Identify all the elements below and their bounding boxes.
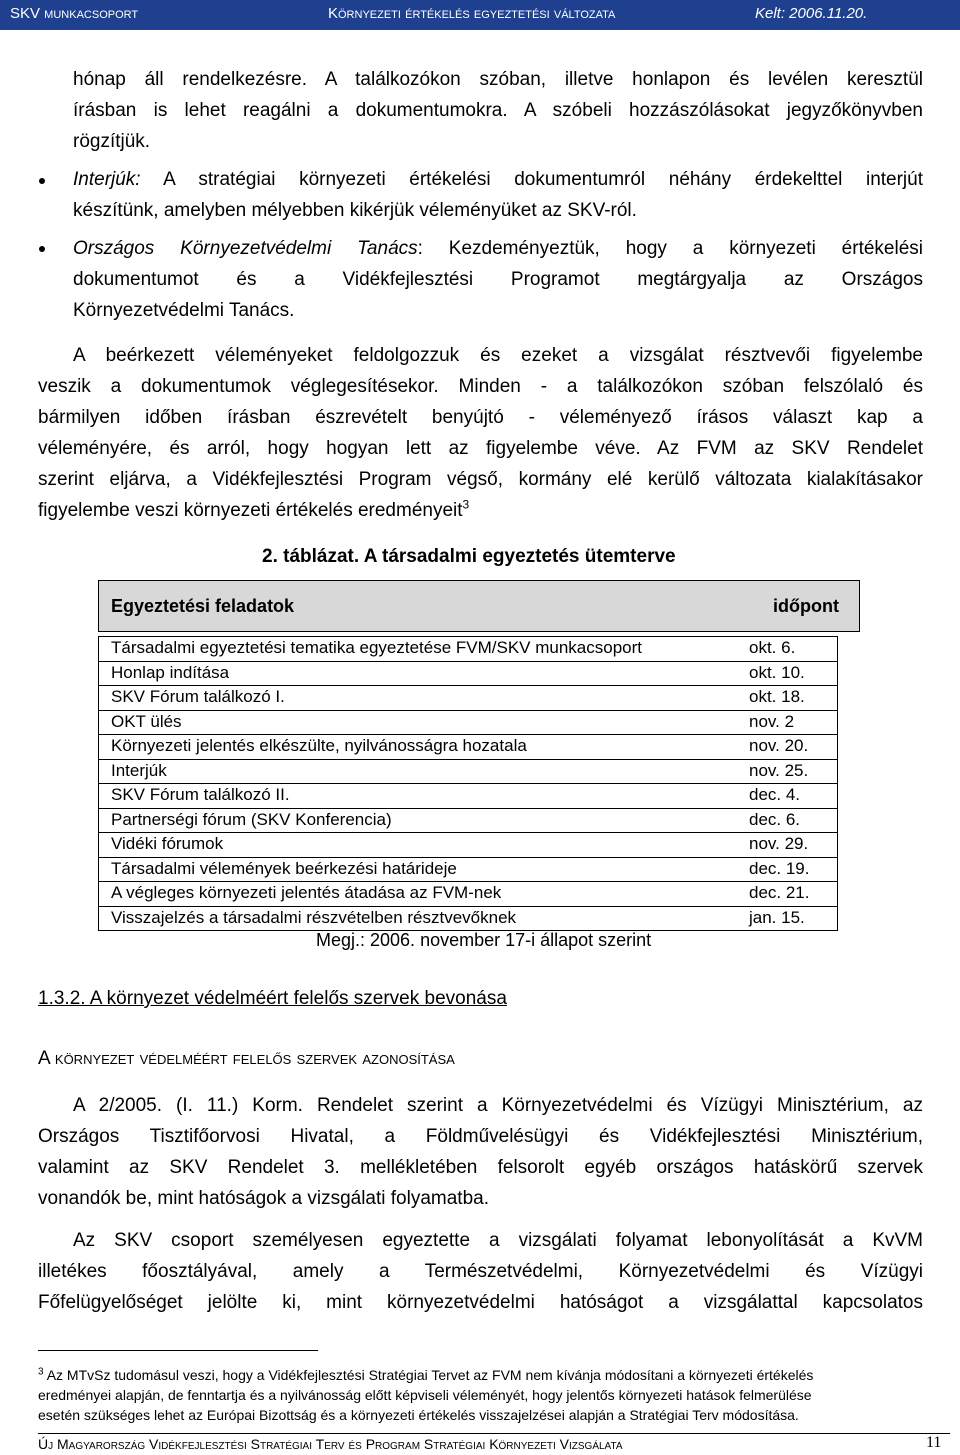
date-cell: nov. 25.: [749, 760, 809, 780]
text-line: esetén szükséges lehet az Európai Bizottság és a környezeti értékelés visszajelzései alapján a Stratégiai Terv módosítása.: [38, 1407, 799, 1423]
task-cell: Partnerségi fórum (SKV Konferencia): [111, 809, 392, 829]
section-heading: 1.3.2. A környezet védelméért felelős szervek bevonása: [38, 988, 507, 1009]
text-line: bármilyen időben írásban észrevételt benyújtó - véleményező írásos választ kap a: [38, 407, 923, 428]
task-cell: A végleges környezeti jelentés átadása az FVM-nek: [111, 883, 502, 902]
date-cell: okt. 10.: [749, 662, 805, 682]
text-line: Országos Környezetvédelmi Tanács: Kezdeményeztük, hogy a környezeti értékelési: [73, 238, 923, 259]
text-line: hónap áll rendelkezésre. A találkozókon szóban, illetve honlapon és levélen keresztül: [73, 69, 923, 90]
task-cell: Társadalmi vélemények beérkezési határideje: [111, 858, 457, 878]
date-cell: dec. 6.: [749, 809, 801, 829]
text-line: figyelembe veszi környezeti értékelés eredményeit$^3$: [38, 497, 470, 521]
table-row: [98, 784, 838, 809]
footnote-reference: 3: [462, 497, 470, 512]
table-header-row: [98, 580, 860, 632]
footnote: [38, 1365, 918, 1425]
bullet-icon: [39, 178, 45, 184]
date-cell: dec. 19.: [749, 858, 810, 878]
date-cell: jan. 15.: [749, 907, 805, 927]
table-row: [98, 858, 838, 883]
paragraph-coordination: [38, 1225, 923, 1318]
bullet-okt: [73, 233, 923, 326]
table-row: [98, 735, 838, 760]
date-cell: okt. 6.: [749, 638, 796, 657]
table-row: [98, 760, 838, 785]
text-line: Környezetvédelmi Tanács.: [73, 300, 295, 321]
header-group-name: SKV munkacsoport: [10, 5, 139, 22]
text-line: szerint eljárva, a Vidékfejlesztési Program végső, kormány elé kerülő változata kialakításakor: [38, 469, 923, 490]
footer-separator: [38, 1433, 950, 1434]
column-header-task: Egyeztetési feladatok: [111, 596, 295, 616]
footnote-separator: [38, 1350, 318, 1351]
date-cell: nov. 29.: [749, 834, 809, 853]
paragraph-feedback: [38, 340, 923, 526]
task-cell: SKV Fórum találkozó II.: [111, 785, 290, 804]
task-cell: Társadalmi egyeztetési tematika egyeztetése FVM/SKV munkacsoport: [111, 638, 643, 657]
task-cell: SKV Fórum találkozó I.: [111, 687, 285, 706]
text-line: A beérkezett véleményeket feldolgozzuk és ezeket a vizsgálat résztvevői figyelembe: [73, 345, 923, 366]
table-caption: 2. táblázat. A társadalmi egyeztetés ütemterve: [262, 546, 676, 567]
text-line: vonandók be, mint hatóságok a vizsgálati folyamatba.: [38, 1188, 489, 1209]
bullet-term: Országos Környezetvédelmi Tanács: [73, 238, 418, 259]
header-date: Kelt: 2006.11.20.: [755, 5, 868, 22]
date-cell: nov. 20.: [749, 736, 809, 755]
intro-paragraph: [73, 64, 923, 157]
task-cell: Környezeti jelentés elkészülte, nyilvánosságra hozatala: [111, 736, 527, 755]
schedule-table: [98, 580, 860, 927]
table-row: [98, 686, 838, 711]
date-cell: okt. 18.: [749, 687, 805, 706]
table-note: Megj.: 2006. november 17-i állapot szerint: [316, 930, 652, 950]
table-row: [98, 882, 838, 907]
table-row: [98, 636, 838, 662]
table-row: [98, 907, 838, 932]
text-line: Főfelügyelőséget jelölte ki, mint környezetvédelmi hatóságot a vizsgálattal kapcsolatos: [38, 1292, 923, 1313]
text-line: eredményei alapján, de fenntartja és a nyilvánosság előtt képviseli véleményét, hogy jelentős környezeti hatások felmerülése: [38, 1387, 812, 1403]
column-header-date: időpont: [773, 596, 839, 616]
table-row: [98, 711, 838, 736]
task-cell: Vidéki fórumok: [111, 834, 224, 853]
table-body: [98, 636, 838, 931]
text-line: Országos Tisztifőorvosi Hivatal, a Földművelésügyi és Vidékfejlesztési Minisztérium,: [38, 1126, 923, 1147]
footer-title: Új Magyarország Vidékfejlesztési Stratégiai Terv és Program Stratégiai Környezeti Vizsgálata: [38, 1436, 623, 1452]
task-cell: Visszajelzés a társadalmi részvételben résztvevőknek: [111, 907, 517, 927]
text-line: Interjúk: A stratégiai környezeti értékelési dokumentumról néhány érdekelttel interjút: [73, 169, 923, 190]
paragraph-authorities: [38, 1090, 923, 1214]
task-cell: Honlap indítása: [111, 662, 230, 682]
text-line: illetékes főosztályával, amely a Természetvédelmi, Környezetvédelmi és Vízügyi: [38, 1261, 923, 1282]
text-line: veszik a dokumentumok véglegesítésekor. Minden - a találkozókon szóban felszólaló és: [38, 376, 923, 397]
text-line: írásban is lehet reagálni a dokumentumokra. A szóbeli hozzászólásokat jegyzőkönyvben: [73, 100, 923, 121]
date-cell: dec. 21.: [749, 883, 810, 902]
text-line: Az SKV csoport személyesen egyeztette a vizsgálati folyamat lebonyolítását a KvVM: [73, 1230, 923, 1251]
date-cell: dec. 4.: [749, 785, 801, 804]
text-line: A 2/2005. (I. 11.) Korm. Rendelet szerint a Környezetvédelmi és Vízügyi Minisztérium, az: [73, 1095, 923, 1116]
text-line: valamint az SKV Rendelet 3. mellékletében felsorolt egyéb országos hatáskörű szervek: [38, 1157, 923, 1178]
text-line: rögzítjük.: [73, 131, 151, 152]
table-row: [98, 809, 838, 834]
footnote-number: 3: [38, 1366, 44, 1378]
sub-heading: A környezet védelméért felelős szervek azonosítása: [38, 1048, 455, 1069]
page-number: 11: [926, 1434, 942, 1451]
text-line: $^3$ Az MTvSz tudomásul veszi, hogy a Vidékfejlesztési Stratégiai Tervet az FVM nem kívánja módosítani a környezeti értékelés: [38, 1366, 814, 1383]
header-document-title: Környezeti értékelés egyeztetési változata: [328, 5, 616, 22]
text-line: dokumentumot és a Vidékfejlesztési Programot megtárgyalja az Országos: [73, 269, 923, 290]
bullet-icon: [39, 246, 45, 252]
text-line: véleményére, és arról, hogy hogyan lett az figyelembe véve. Az FVM az SKV Rendelet: [38, 438, 923, 459]
table-row: [98, 662, 838, 687]
bullet-interviews: [73, 164, 923, 226]
task-cell: OKT ülés: [111, 711, 182, 731]
bullet-term: Interjúk:: [73, 169, 141, 190]
date-cell: nov. 2: [749, 711, 795, 731]
page-header: [0, 0, 960, 30]
table-row: [98, 833, 838, 858]
task-cell: Interjúk: [111, 760, 167, 780]
text-line: készítünk, amelyben mélyebben kikérjük véleményüket az SKV-ról.: [73, 200, 637, 221]
